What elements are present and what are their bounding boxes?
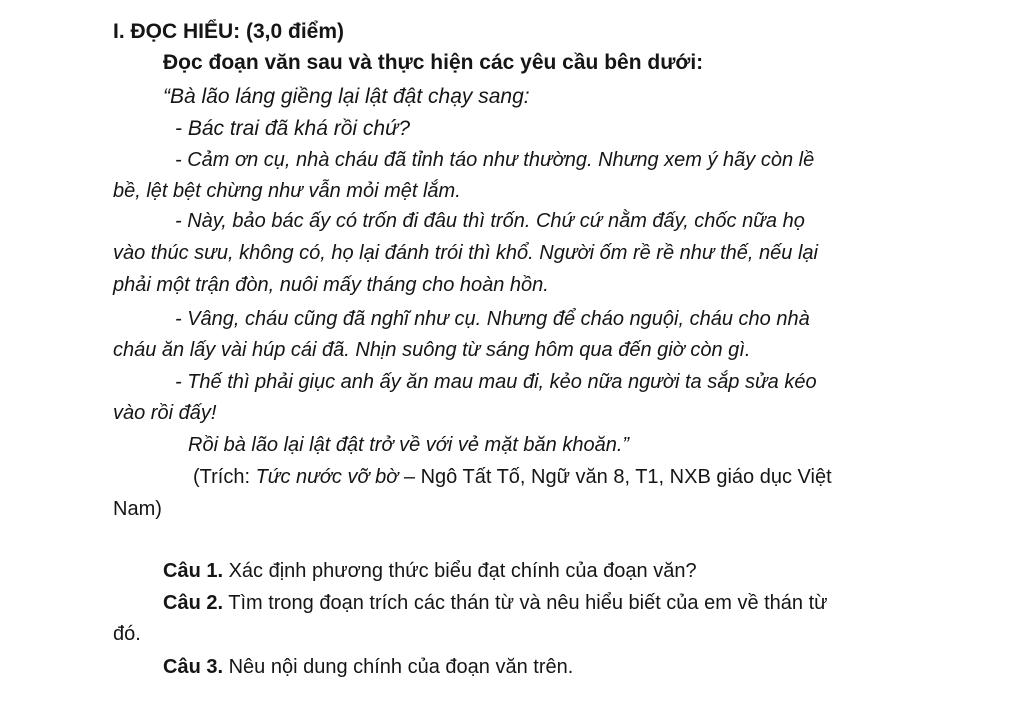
passage-line: phải một trận đòn, nuôi mấy tháng cho hoàn hồn.: [113, 274, 549, 296]
section-title: I. ĐỌC HIỂU: (3,0 điểm): [113, 20, 345, 43]
passage-line: - Cảm ơn cụ, nhà cháu đã tỉnh táo như thường. Nhưng xem ý hãy còn lề: [175, 149, 815, 171]
question-label: Câu 3.: [163, 656, 224, 678]
question-text: Xác định phương thức biểu đạt chính của đoạn văn?: [223, 560, 697, 582]
question-text: Nêu nội dung chính của đoạn văn trên.: [223, 656, 574, 678]
question-2: [163, 590, 828, 616]
question-label: Câu 1.: [163, 560, 224, 582]
question-1: [163, 558, 697, 584]
passage-line: vào rồi đấy!: [113, 402, 217, 424]
citation-continuation: Nam): [113, 498, 162, 520]
citation: [193, 464, 832, 490]
question-label: Câu 2.: [163, 592, 224, 614]
question-text: Tìm trong đoạn trích các thán từ và nêu hiểu biết của em về thán từ: [223, 592, 828, 614]
passage-line: - Này, bảo bác ấy có trốn đi đâu thì trốn. Chứ cứ nằm đấy, chốc nữa họ: [175, 210, 805, 232]
passage-line: Rồi bà lão lại lật đật trở về với vẻ mặt băn khoăn.”: [188, 434, 630, 456]
passage-line: - Bác trai đã khá rồi chứ?: [175, 117, 411, 140]
citation-prefix: (Trích:: [193, 466, 256, 488]
passage-line: - Vâng, cháu cũng đã nghĩ như cụ. Nhưng để cháo nguội, cháu cho nhà: [175, 308, 810, 330]
passage-line: - Thế thì phải giục anh ấy ăn mau mau đi, kẻo nữa người ta sắp sửa kéo: [175, 371, 817, 393]
question-3: [163, 654, 573, 680]
passage-line: cháu ăn lấy vài húp cái đã. Nhịn suông từ sáng hôm qua đến giờ còn gì.: [113, 339, 751, 361]
passage-line: vào thúc sưu, không có, họ lại đánh trói thì khổ. Người ốm rề rề như thế, nếu lại: [113, 242, 818, 264]
passage-line: “Bà lão láng giềng lại lật đật chạy sang:: [163, 85, 530, 108]
citation-rest: – Ngô Tất Tố, Ngữ văn 8, T1, NXB giáo dục Việt: [398, 466, 832, 488]
instruction: Đọc đoạn văn sau và thực hiện các yêu cầu bên dưới:: [163, 51, 704, 74]
citation-work: Tức nước vỡ bờ: [255, 466, 399, 488]
passage-line: bề, lệt bệt chừng như vẫn mỏi mệt lắm.: [113, 180, 461, 202]
question-2-continuation: đó.: [113, 623, 141, 645]
